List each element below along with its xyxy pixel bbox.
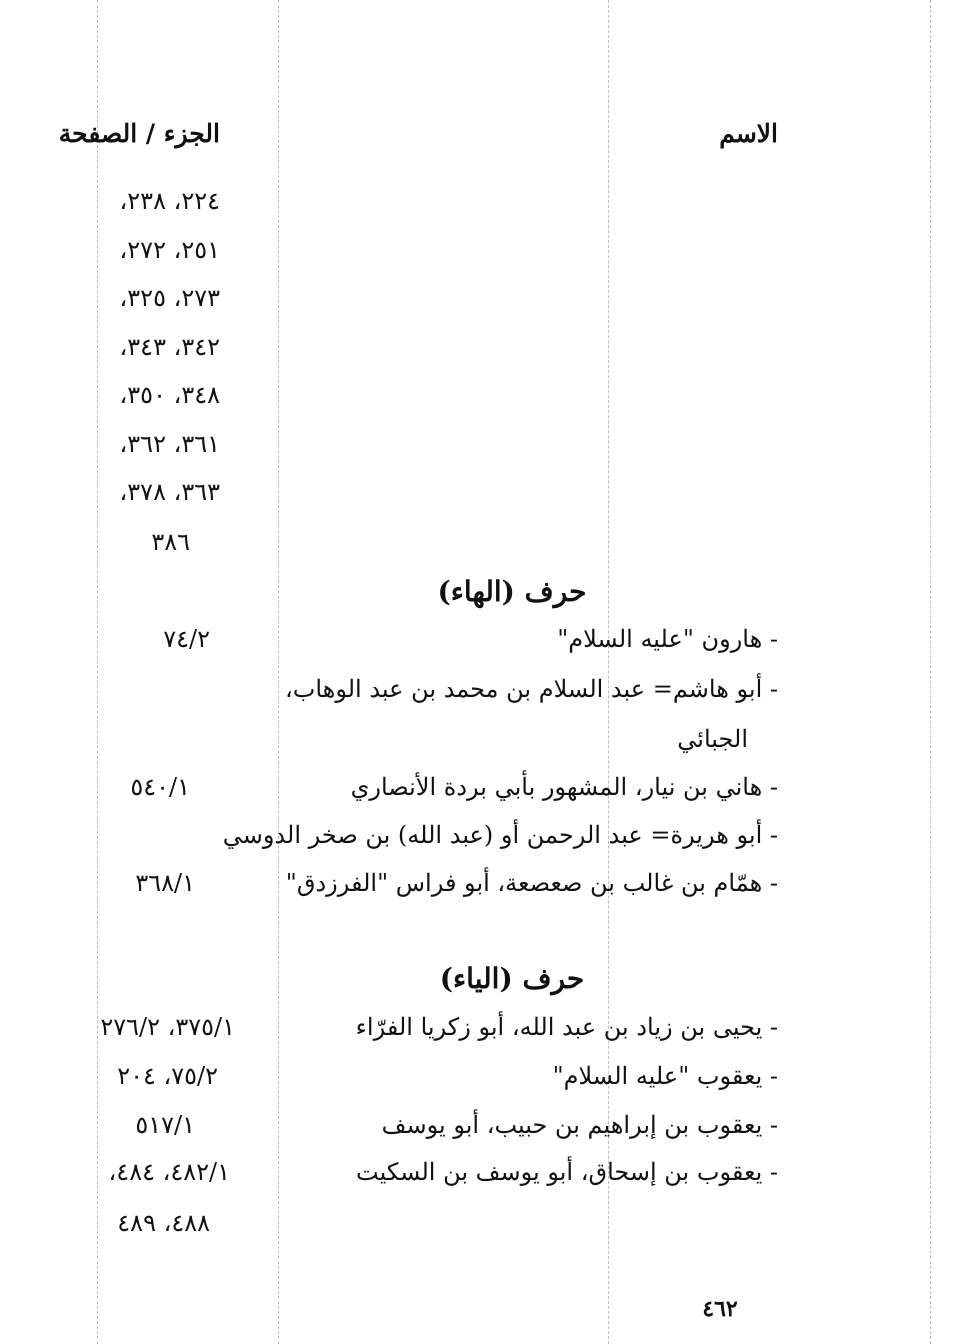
continuation-pages: ٢٢٤، ٢٣٨، bbox=[119, 187, 220, 215]
index-entry-name-continuation: الجبائي bbox=[677, 725, 748, 753]
name-column-header: الاسم bbox=[719, 119, 778, 148]
continuation-pages: ٣٦١، ٣٦٢، bbox=[119, 430, 220, 458]
section-title-haa: حرف (الهاء) bbox=[437, 575, 587, 608]
section-title-yaa: حرف (الياء) bbox=[439, 962, 585, 995]
continuation-pages: ٢٧٣، ٣٢٥، bbox=[119, 284, 220, 312]
scan-guide-line bbox=[608, 0, 609, 1344]
index-entry-pages: ٧٥/٢، ٢٠٤ bbox=[117, 1062, 218, 1090]
index-entry-pages: ٥١٧/١ bbox=[135, 1111, 195, 1139]
index-entry-name: - يحيى بن زياد بن عبد الله، أبو زكريا الفرّاء bbox=[355, 1013, 778, 1041]
continuation-pages: ٣٨٦ bbox=[151, 528, 190, 556]
index-entry-pages: ٣٦٨/١ bbox=[135, 869, 195, 897]
index-entry-name: - أبو هريرة= عبد الرحمن أو (عبد الله) بن صخر الدوسي bbox=[222, 821, 778, 849]
continuation-pages: ٣٦٣، ٣٧٨، bbox=[119, 478, 220, 506]
index-entry-name: - هارون "عليه السلام" bbox=[557, 625, 778, 653]
continuation-pages: ٢٥١، ٢٧٢، bbox=[119, 236, 220, 264]
index-entry-name: - أبو هاشم= عبد السلام بن محمد بن عبد الوهاب، bbox=[285, 675, 778, 703]
page-number: ٤٦٢ bbox=[702, 1296, 738, 1322]
index-entry-name: - يعقوب بن إسحاق، أبو يوسف بن السكيت bbox=[356, 1158, 778, 1186]
index-entry-pages: ٣٧٥/١، ٢٧٦/٢ bbox=[100, 1013, 235, 1041]
continuation-pages: ٣٤٢، ٣٤٣، bbox=[119, 333, 220, 361]
index-entry-name: - يعقوب "عليه السلام" bbox=[552, 1062, 778, 1090]
index-entry-name: - يعقوب بن إبراهيم بن حبيب، أبو يوسف bbox=[381, 1111, 778, 1139]
index-entry-name: - همّام بن غالب بن صعصعة، أبو فراس "الفرزدق" bbox=[285, 869, 778, 897]
scan-guide-line bbox=[930, 0, 931, 1344]
index-entry-pages: ٧٤/٢ bbox=[163, 625, 210, 653]
index-entry-name: - هاني بن نيار، المشهور بأبي بردة الأنصاري bbox=[350, 773, 778, 801]
scan-guide-line bbox=[278, 0, 279, 1344]
continuation-pages: ٣٤٨، ٣٥٠، bbox=[119, 381, 220, 409]
index-entry-pages: ٥٤٠/١ bbox=[130, 773, 190, 801]
page-column-header: الجزء / الصفحة bbox=[58, 119, 220, 148]
index-entry-pages-continuation: ٤٨٨، ٤٨٩ bbox=[117, 1209, 210, 1237]
index-entry-pages: ٤٨٢/١، ٤٨٤، bbox=[108, 1158, 230, 1186]
